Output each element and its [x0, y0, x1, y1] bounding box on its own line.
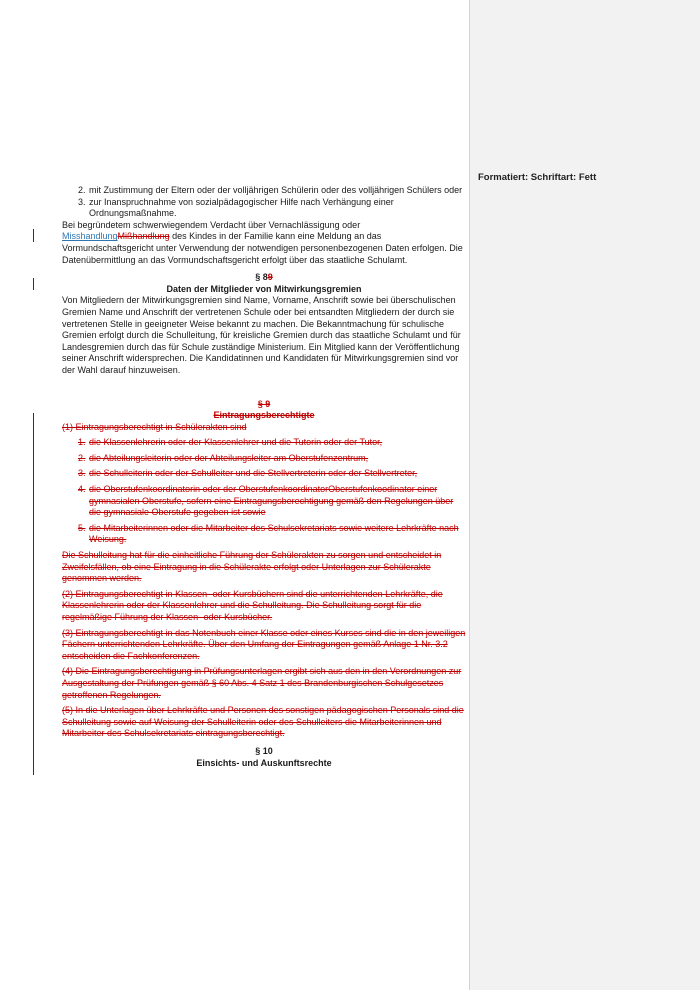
- section-9-heading: § 9: [257, 398, 271, 409]
- section-9-intro: (1) Eintragungsberechtigt in Schülerakten sind: [62, 421, 247, 432]
- section-8-text: Von Mitgliedern der Mitwirkungsgremien sind Name, Vorname, Anschrift sowie bei überschulischen Gremien Name und Anschrift der vertretenen Schule oder bei entsandten Mitgliedern der durch sie vertretenen Stelle in geeigneter Weise bekannt zu machen. Die Bekanntmachung für schulische Gremien erfolgt durch die Schulleitung, für kreisliche Gremien durch das staatliche Schulamt und für Landesgremien durch das für Schule zuständige Ministerium. Ein Mitglied kann der Veröffentlichung seiner Anschrift widersprechen. Die Kandidatinnen und Kandidaten für Mitwirkungsgremien sind vor der Wahl darauf hinzuweisen.: [62, 295, 461, 375]
- tracked-insertion: Misshandlung: [62, 231, 118, 242]
- section-9-para-4: (4) Die Eintragungsberechtigung in Prüfungsunterlagen ergibt sich aus den in den Verordnungen zur Ausgestaltung der Prüfungen gemäß § 60 Abs. 4 Satz 1 des Brandenburgischen Schulgesetzes getroffenen Regelungen.: [62, 666, 462, 700]
- document-body: [62, 185, 466, 769]
- list-item: 1. die Klassenlehrerin oder der Klassenlehrer und die Tutorin oder der Tutor,: [78, 437, 383, 448]
- list-item: 4. die Oberstufenkoordinatorin oder der OberstufenkoordinatorOberstufenkoodinator einer gymnasialen Oberstufe, sofern eine Eintragungsberechtigung gemäß den Regelungen über die gymnasiale Oberstufe gegeben ist sowie: [78, 484, 454, 518]
- list-item: 3. zur Inanspruchnahme von sozialpädagogischer Hilfe nach Verhängung einer Ordnungsmaßnahme.: [78, 196, 394, 219]
- list-item: 5. die Mitarbeiterinnen oder die Mitarbeiter des Schulsekretariats sowie weitere Lehrkräfte nach Weisung.: [78, 522, 459, 545]
- section-9-title: Eintragungsberechtigte: [213, 410, 315, 421]
- deleted-section-9: [62, 399, 466, 740]
- section-8-title: Daten der Mitglieder von Mitwirkungsgremien: [166, 283, 362, 294]
- change-bar: [33, 229, 34, 242]
- section-10-heading: § 10: [255, 745, 273, 756]
- change-bar: [33, 413, 34, 775]
- section-10-title: Einsichts- und Auskunftsrechte: [196, 757, 332, 768]
- section-8-heading: § 89: [255, 272, 273, 283]
- section-9-para-2: (2) Eintragungsberechtigt in Klassen- oder Kursbüchern sind die unterrichtenden Lehrkräfte, die Klassenlehrerin oder der Klassenlehrer und die Schulleitung. Die Schulleitung sorgt für die regelmäßige Führung der Klassen- oder Kursbücher.: [62, 588, 443, 622]
- change-bar: [33, 278, 34, 290]
- list-item: 2. mit Zustimmung der Eltern oder der volljährigen Schülerin oder des volljährigen Schülers oder: [78, 185, 463, 195]
- section-9-para-5: (5) In die Unterlagen über Lehrkräfte und Personen des sonstigen pädagogischen Personals sind die Schulleitung sowie auf Weisung der Schulleiterin oder des Schulleiters die Mitarbeiterinnen und Mitarbeiter des Schulsekretariats eintragungsberechtigt.: [62, 705, 464, 739]
- section-9-schulleitung: Die Schulleitung hat für die einheitliche Führung der Schülerakten zu sorgen und entscheidet in Zweifelsfällen, ob eine Eintragung in die Schülerakte erfolgt oder Unterlagen zur Schülerakte genommen werden.: [62, 550, 442, 584]
- tracked-deletion: 9: [267, 272, 273, 283]
- list-item: 3. die Schulleiterin oder der Schulleiter und die Stellvertreterin oder der Stellvertreter,: [78, 468, 418, 479]
- tracked-deletion: Mißhandlung: [117, 231, 170, 242]
- section-9-para-3: (3) Eintragungsberechtigt in das Notenbuch einer Klasse oder eines Kurses sind die in den jeweiligen Fächern unterrichtenden Lehrkräfte. Über den Umfang der Eintragungen gemäß Anlage 1 Nr. 3.2 entscheiden die Fachkonferenzen.: [62, 627, 466, 661]
- comment-pane: [469, 0, 700, 990]
- comment-formatting-note: Formatiert: Schriftart: Fett: [478, 172, 597, 183]
- list-item: 2. die Abteilungsleiterin oder der Abteilungsleiter am Oberstufenzentrum,: [78, 452, 369, 463]
- paragraph-verdacht: Bei begründetem schwerwiegendem Verdacht über Vernachlässigung oder MisshandlungMißhandlung des Kindes in der Familie kann eine Meldung an das Vormundschaftsgericht unter Verwendung der notwendigen personenbezogenen Daten erfolgen. Die Datenübermittlung an das Vormundschaftsgericht erfolgt über das staatliche Schulamt.: [62, 219, 463, 265]
